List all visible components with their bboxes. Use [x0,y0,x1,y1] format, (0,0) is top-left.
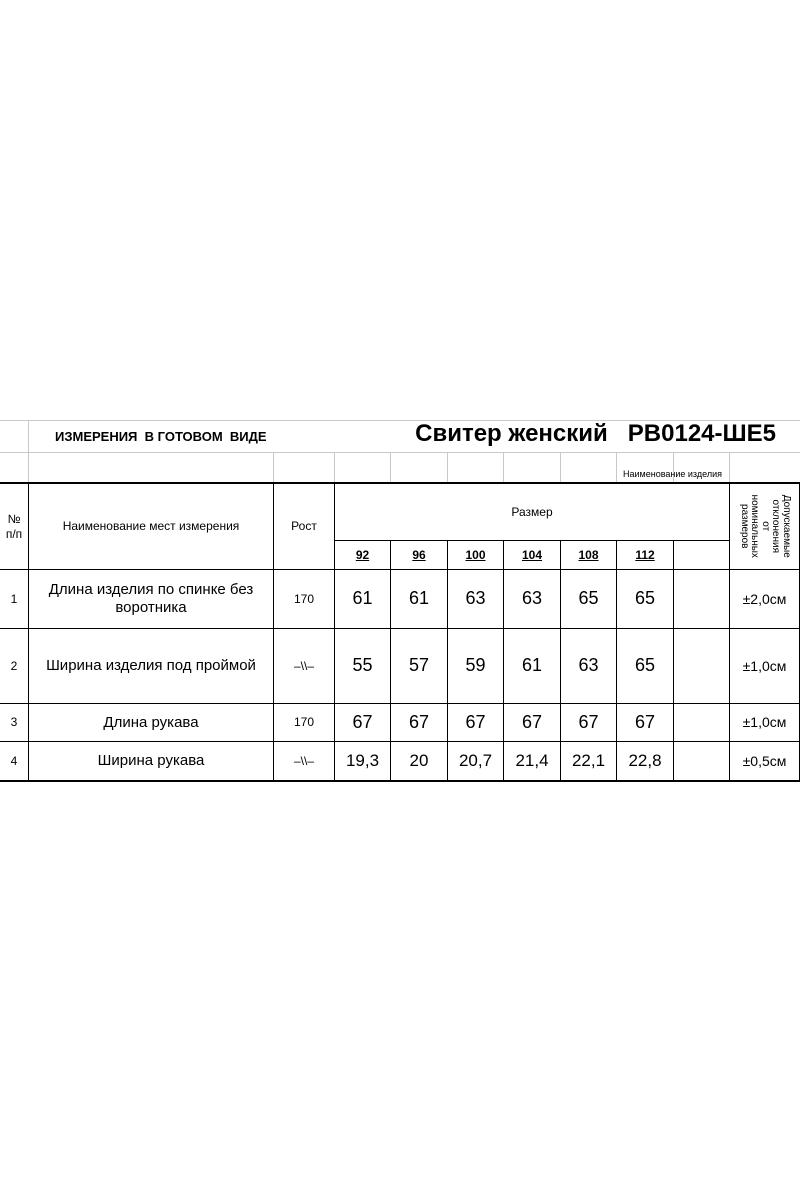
size-header: 100 [465,547,486,562]
size-value: 67 [465,711,486,732]
height-value: –\\– [293,658,314,673]
sheet-title: ИЗМЕРЕНИЯ В ГОТОВОМ ВИДЕ [55,429,267,445]
header-no: № п/п [5,512,23,541]
size-value: 67 [578,711,599,732]
product-name: Свитер женский РВ0124-ШЕ5 [415,419,776,447]
height-value: 170 [293,591,315,606]
size-value: 65 [578,588,599,609]
size-value: 22,1 [571,750,606,770]
header-size: Размер [511,504,553,519]
row-number: 1 [10,591,18,606]
gridline [273,452,274,482]
size-value: 61 [521,655,543,676]
measurement-name: Ширина рукава [97,752,205,769]
size-header: 96 [412,547,426,562]
size-header: 92 [355,547,370,562]
size-value: 67 [634,711,656,732]
gridline [560,452,561,482]
size-value: 67 [408,711,430,732]
size-value: 65 [634,588,656,609]
table-border-bottom [0,780,800,782]
tolerance-value: ±1,0см [742,657,787,674]
row-number: 4 [10,753,18,768]
row-number: 3 [10,715,18,730]
size-header: 108 [578,547,599,562]
column-divider [673,540,674,781]
gridline [447,452,448,482]
size-value: 55 [352,655,373,676]
gridline [729,452,730,482]
gridline [334,452,335,482]
measurement-name: Длина изделия по спинке без воротника [48,581,254,616]
height-value: 170 [293,715,315,730]
gridline [0,452,800,453]
measurement-name: Ширина изделия под проймой [46,657,256,674]
gridline [503,452,504,482]
header-measurement-name: Наименование мест измерения [62,519,240,534]
size-header: 104 [521,547,543,562]
gridline [28,420,29,482]
header-height: Рост [291,519,317,534]
tolerance-value: ±2,0см [742,590,787,607]
size-value: 63 [521,588,543,609]
row-number: 2 [10,658,18,673]
size-value: 57 [408,655,430,676]
size-value: 67 [352,711,373,732]
size-value: 20,7 [458,750,493,770]
size-header: 112 [635,547,655,562]
size-value: 20 [409,750,429,770]
size-value: 61 [408,588,430,609]
tolerance-value: ±0,5см [742,752,787,769]
size-value: 22,8 [628,750,662,770]
product-caption: Наименование изделия [623,468,722,479]
height-value: –\\– [293,753,314,768]
gridline [390,452,391,482]
size-value: 19,3 [345,750,380,770]
tolerance-value: ±1,0см [742,714,787,731]
size-value: 21,4 [515,750,549,770]
measurement-name: Длина рукава [103,713,199,731]
size-value: 67 [521,711,543,732]
size-value: 59 [465,655,486,676]
size-value: 63 [465,588,486,609]
size-value: 61 [352,588,373,609]
size-value: 63 [578,655,599,676]
header-tolerance [730,484,799,569]
size-value: 65 [634,655,656,676]
header-tolerance-text: Допускаемые отклонения от номинальных размеров [738,494,792,559]
